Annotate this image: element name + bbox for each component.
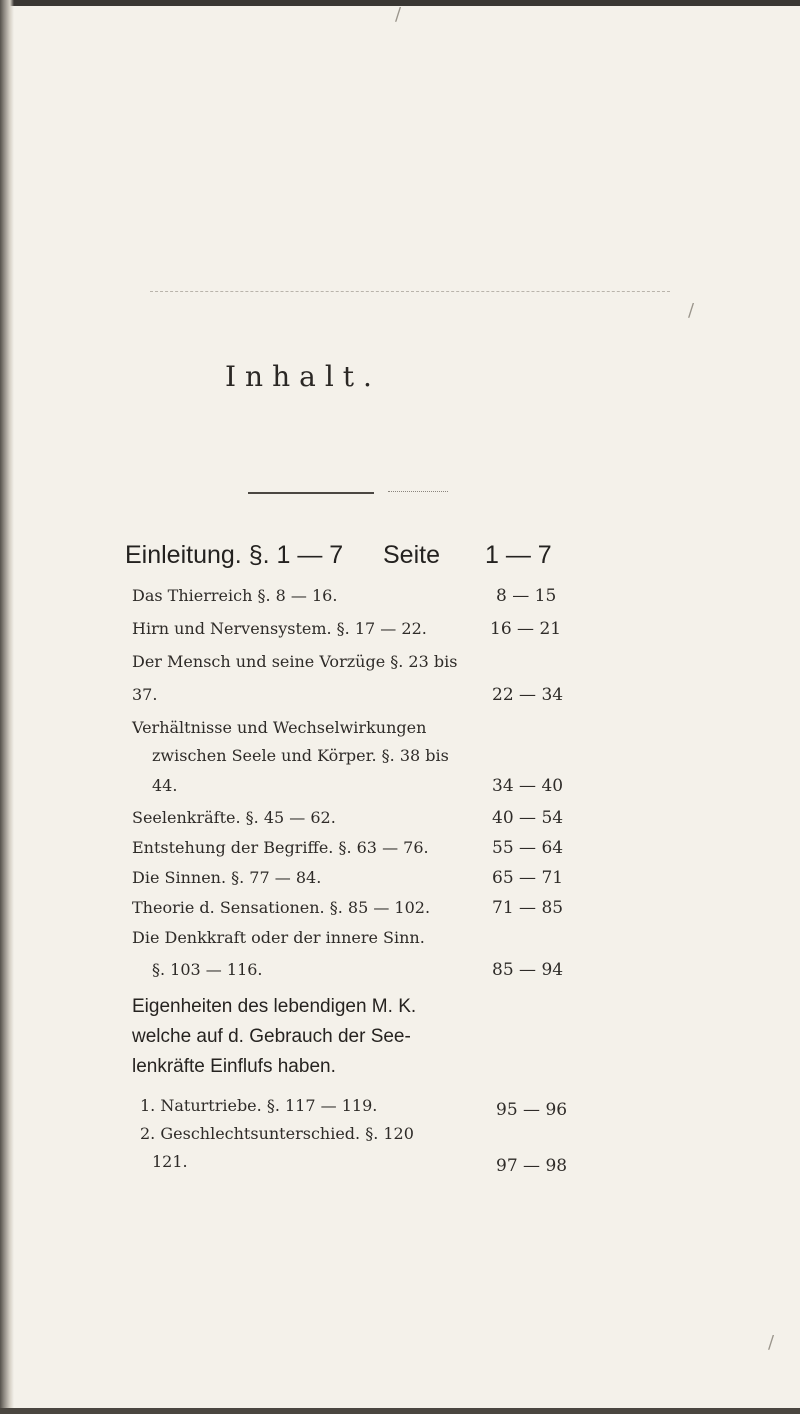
toc-entry-pages: 65 — 71 xyxy=(492,868,564,888)
toc-entry-pages: 85 — 94 xyxy=(492,960,564,980)
toc-entry-pages: 40 — 54 xyxy=(492,808,564,828)
section-heading: lenkräfte Einflufs haben. xyxy=(132,1056,336,1077)
title-divider xyxy=(248,492,374,494)
page-binding-edge xyxy=(0,0,14,1414)
intro-heading: Einleitung. §. 1 — 7 xyxy=(125,541,344,569)
page-bottom-edge xyxy=(0,1408,800,1414)
toc-entry-text: Der Mensch und seine Vorzüge §. 23 bis xyxy=(132,652,458,671)
numbered-entry-text: 2. Geschlechtsunterschied. §. 120 xyxy=(140,1124,414,1143)
numbered-entry-pages: 97 — 98 xyxy=(496,1156,568,1176)
toc-entry-text: Die Denkkraft oder der innere Sinn. xyxy=(132,928,425,947)
toc-entry-text: Entstehung der Begriffe. §. 63 — 76. xyxy=(132,838,429,857)
toc-entry-text: Theorie d. Sensationen. §. 85 — 102. xyxy=(132,898,431,917)
page-title: Inhalt. xyxy=(225,360,381,393)
bleed-through-rule xyxy=(150,291,670,292)
toc-entry-text: Hirn und Nervensystem. §. 17 — 22. xyxy=(132,619,427,638)
bleed-through-mark: / xyxy=(768,1332,775,1353)
seite-label: Seite xyxy=(383,541,440,569)
numbered-entry-text: 121. xyxy=(152,1152,188,1171)
toc-entry-pages: 55 — 64 xyxy=(492,838,564,858)
toc-entry-text: §. 103 — 116. xyxy=(152,960,263,979)
section-heading: Eigenheiten des lebendigen M. K. xyxy=(132,996,417,1017)
toc-entry-pages: 34 — 40 xyxy=(492,776,564,796)
toc-entry-pages: 71 — 85 xyxy=(492,898,564,918)
numbered-entry-text: 1. Naturtriebe. §. 117 — 119. xyxy=(140,1096,378,1115)
toc-entry-pages: 22 — 34 xyxy=(492,685,564,705)
toc-entry-text: 37. xyxy=(132,685,158,704)
toc-entry-text: Das Thierreich §. 8 — 16. xyxy=(132,586,338,605)
toc-entry-pages: 8 — 15 xyxy=(496,586,557,606)
toc-entry-pages: 16 — 21 xyxy=(490,619,562,639)
bleed-through-mark: / xyxy=(688,300,695,321)
numbered-entry-pages: 95 — 96 xyxy=(496,1100,568,1120)
section-heading: welche auf d. Gebrauch der See- xyxy=(132,1026,411,1047)
intro-pages: 1 — 7 xyxy=(485,541,552,569)
toc-entry-text: Die Sinnen. §. 77 — 84. xyxy=(132,868,322,887)
toc-entry-text: Seelenkräfte. §. 45 — 62. xyxy=(132,808,336,827)
toc-entry-text: Verhältnisse und Wechselwirkungen xyxy=(132,718,427,737)
toc-entry-text: zwischen Seele und Körper. §. 38 bis xyxy=(152,746,449,765)
toc-entry-text: 44. xyxy=(152,776,178,795)
bleed-through-mark: / xyxy=(395,4,402,25)
title-divider-dotted xyxy=(388,491,448,492)
